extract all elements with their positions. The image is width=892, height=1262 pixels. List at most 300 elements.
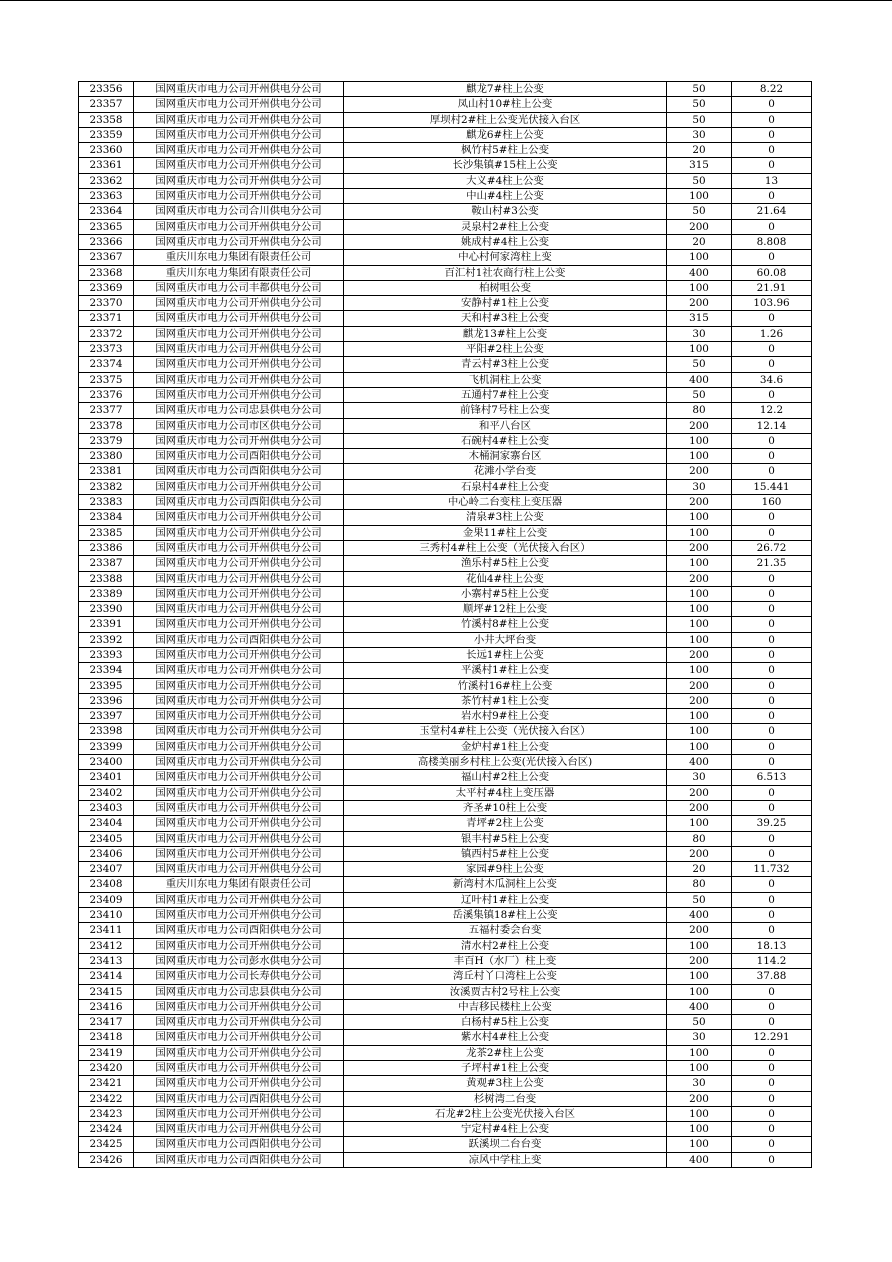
row-id-cell: 23400 [79,755,134,770]
company-cell: 国网重庆市电力公司开州供电分公司 [134,525,344,540]
transformer-name-cell: 岩水村9#柱上公变 [344,709,667,724]
transformer-name-cell: 竹溪村16#柱上公变 [344,678,667,693]
transformer-name-cell: 鞍山村#3公变 [344,204,667,219]
transformer-name-cell: 中吉移民楼柱上公变 [344,999,667,1014]
company-cell: 国网重庆市电力公司开州供电分公司 [134,862,344,877]
capacity-cell: 50 [667,112,732,127]
table-row [79,127,812,142]
value-cell: 0 [732,357,812,372]
value-cell: 0 [732,923,812,938]
transformer-name-cell: 福山村#2柱上公变 [344,770,667,785]
row-id-cell: 23395 [79,678,134,693]
transformer-name-cell: 黄观#3柱上公变 [344,1076,667,1091]
capacity-cell: 200 [667,953,732,968]
table-row [79,617,812,632]
company-cell: 国网重庆市电力公司开州供电分公司 [134,342,344,357]
row-id-cell: 23412 [79,938,134,953]
row-id-cell: 23368 [79,265,134,280]
capacity-cell: 400 [667,1152,732,1167]
capacity-cell: 100 [667,938,732,953]
capacity-cell: 20 [667,862,732,877]
table-row [79,663,812,678]
row-id-cell: 23406 [79,846,134,861]
value-cell: 0 [732,1122,812,1137]
value-cell: 37.88 [732,969,812,984]
value-cell: 0 [732,143,812,158]
transformer-name-cell: 齐圣#10柱上公变 [344,800,667,815]
row-id-cell: 23404 [79,816,134,831]
table-row [79,923,812,938]
row-id-cell: 23391 [79,617,134,632]
capacity-cell: 30 [667,1076,732,1091]
table-row [79,678,812,693]
transformer-name-cell: 清泉#3柱上公变 [344,510,667,525]
table-row [79,831,812,846]
value-cell: 0 [732,663,812,678]
value-cell: 21.91 [732,280,812,295]
value-cell: 13 [732,173,812,188]
company-cell: 国网重庆市电力公司合川供电分公司 [134,204,344,219]
capacity-cell: 100 [667,816,732,831]
capacity-cell: 200 [667,923,732,938]
row-id-cell: 23386 [79,540,134,555]
table-row [79,816,812,831]
value-cell: 0 [732,449,812,464]
transformer-name-cell: 麒龙6#柱上公变 [344,127,667,142]
capacity-cell: 100 [667,189,732,204]
company-cell: 国网重庆市电力公司开州供电分公司 [134,1030,344,1045]
company-cell: 国网重庆市电力公司开州供电分公司 [134,800,344,815]
table-row [79,311,812,326]
row-id-cell: 23409 [79,892,134,907]
table-row [79,571,812,586]
company-cell: 国网重庆市电力公司开州供电分公司 [134,556,344,571]
row-id-cell: 23413 [79,953,134,968]
table-row [79,143,812,158]
transformer-name-cell: 青云村#3柱上公变 [344,357,667,372]
value-cell: 0 [732,999,812,1014]
value-cell: 114.2 [732,953,812,968]
page-top-rule [0,0,892,1]
table-row [79,1015,812,1030]
table-row [79,372,812,387]
transformer-name-cell: 宁定村#4柱上公变 [344,1122,667,1137]
capacity-cell: 100 [667,1061,732,1076]
capacity-cell: 100 [667,433,732,448]
transformer-name-cell: 岳溪集镇18#柱上公变 [344,908,667,923]
company-cell: 国网重庆市电力公司开州供电分公司 [134,617,344,632]
table-row [79,647,812,662]
transformer-name-cell: 中山#4柱上公变 [344,189,667,204]
transformer-name-cell: 天和村#3柱上公变 [344,311,667,326]
company-cell: 国网重庆市电力公司忠县供电分公司 [134,984,344,999]
row-id-cell: 23362 [79,173,134,188]
value-cell: 0 [732,892,812,907]
company-cell: 国网重庆市电力公司开州供电分公司 [134,770,344,785]
value-cell: 0 [732,250,812,265]
capacity-cell: 50 [667,387,732,402]
company-cell: 国网重庆市电力公司酉阳供电分公司 [134,923,344,938]
transformer-name-cell: 杉树湾二台变 [344,1091,667,1106]
row-id-cell: 23408 [79,877,134,892]
capacity-cell: 400 [667,372,732,387]
capacity-cell: 50 [667,82,732,97]
row-id-cell: 23376 [79,387,134,402]
value-cell: 0 [732,525,812,540]
company-cell: 国网重庆市电力公司开州供电分公司 [134,234,344,249]
company-cell: 国网重庆市电力公司开州供电分公司 [134,678,344,693]
table-row [79,586,812,601]
transformer-name-cell: 金果11#柱上公变 [344,525,667,540]
transformer-name-cell: 青坪#2柱上公变 [344,816,667,831]
company-cell: 国网重庆市电力公司开州供电分公司 [134,1076,344,1091]
company-cell: 国网重庆市电力公司开州供电分公司 [134,219,344,234]
row-id-cell: 23360 [79,143,134,158]
capacity-cell: 200 [667,785,732,800]
row-id-cell: 23389 [79,586,134,601]
row-id-cell: 23420 [79,1061,134,1076]
value-cell: 21.64 [732,204,812,219]
row-id-cell: 23417 [79,1015,134,1030]
company-cell: 国网重庆市电力公司开州供电分公司 [134,602,344,617]
value-cell: 0 [732,127,812,142]
capacity-cell: 100 [667,709,732,724]
row-id-cell: 23387 [79,556,134,571]
row-id-cell: 23384 [79,510,134,525]
company-cell: 国网重庆市电力公司开州供电分公司 [134,326,344,341]
company-cell: 国网重庆市电力公司开州供电分公司 [134,357,344,372]
capacity-cell: 200 [667,1091,732,1106]
company-cell: 国网重庆市电力公司开州供电分公司 [134,189,344,204]
capacity-cell: 50 [667,357,732,372]
value-cell: 8.22 [732,82,812,97]
table-row [79,1045,812,1060]
value-cell: 0 [732,739,812,754]
table-row [79,724,812,739]
row-id-cell: 23388 [79,571,134,586]
value-cell: 0 [732,219,812,234]
value-cell: 34.6 [732,372,812,387]
company-cell: 国网重庆市电力公司开州供电分公司 [134,158,344,173]
value-cell: 0 [732,387,812,402]
value-cell: 0 [732,602,812,617]
value-cell: 0 [732,342,812,357]
row-id-cell: 23380 [79,449,134,464]
row-id-cell: 23410 [79,908,134,923]
transformer-name-cell: 三秀村4#柱上公变（光伏接入台区） [344,540,667,555]
table-body [79,82,812,1168]
value-cell: 0 [732,1091,812,1106]
value-cell: 0 [732,1076,812,1091]
company-cell: 国网重庆市电力公司开州供电分公司 [134,1122,344,1137]
table-row [79,602,812,617]
transformer-name-cell: 玉堂村4#柱上公变（光伏接入台区） [344,724,667,739]
row-id-cell: 23370 [79,296,134,311]
table-row [79,280,812,295]
row-id-cell: 23365 [79,219,134,234]
row-id-cell: 23423 [79,1106,134,1121]
row-id-cell: 23403 [79,800,134,815]
row-id-cell: 23407 [79,862,134,877]
transformer-name-cell: 中心村何家湾柱上变 [344,250,667,265]
row-id-cell: 23415 [79,984,134,999]
capacity-cell: 100 [667,525,732,540]
capacity-cell: 200 [667,495,732,510]
capacity-cell: 100 [667,1045,732,1060]
capacity-cell: 30 [667,1030,732,1045]
row-id-cell: 23424 [79,1122,134,1137]
table-row [79,953,812,968]
value-cell: 0 [732,1152,812,1167]
company-cell: 国网重庆市电力公司开州供电分公司 [134,739,344,754]
capacity-cell: 30 [667,770,732,785]
capacity-cell: 30 [667,479,732,494]
value-cell: 0 [732,311,812,326]
company-cell: 国网重庆市电力公司忠县供电分公司 [134,403,344,418]
table-row [79,556,812,571]
row-id-cell: 23426 [79,1152,134,1167]
capacity-cell: 400 [667,908,732,923]
transformer-name-cell: 安静村#1柱上公变 [344,296,667,311]
table-row [79,525,812,540]
capacity-cell: 100 [667,342,732,357]
company-cell: 国网重庆市电力公司酉阳供电分公司 [134,464,344,479]
value-cell: 0 [732,571,812,586]
value-cell: 0 [732,189,812,204]
company-cell: 国网重庆市电力公司开州供电分公司 [134,387,344,402]
transformer-name-cell: 姚成村#4柱上公变 [344,234,667,249]
table-row [79,800,812,815]
company-cell: 国网重庆市电力公司开州供电分公司 [134,82,344,97]
capacity-cell: 200 [667,418,732,433]
table-row [79,755,812,770]
company-cell: 国网重庆市电力公司开州供电分公司 [134,296,344,311]
value-cell: 0 [732,984,812,999]
table-row [79,540,812,555]
table-row [79,204,812,219]
row-id-cell: 23379 [79,433,134,448]
transformer-name-cell: 平溪村1#柱上公变 [344,663,667,678]
table-row [79,250,812,265]
company-cell: 国网重庆市电力公司开州供电分公司 [134,663,344,678]
capacity-cell: 100 [667,739,732,754]
value-cell: 0 [732,908,812,923]
transformer-name-cell: 辽叶村1#柱上公变 [344,892,667,907]
row-id-cell: 23385 [79,525,134,540]
capacity-cell: 100 [667,449,732,464]
company-cell: 国网重庆市电力公司开州供电分公司 [134,311,344,326]
transformer-name-cell: 凤山村10#柱上公变 [344,97,667,112]
table-row [79,265,812,280]
transformer-table [78,81,812,1168]
company-cell: 国网重庆市电力公司开州供电分公司 [134,143,344,158]
transformer-name-cell: 新湾村木瓜洞柱上公变 [344,877,667,892]
transformer-name-cell: 麒龙7#柱上公变 [344,82,667,97]
company-cell: 国网重庆市电力公司开州供电分公司 [134,755,344,770]
transformer-name-cell: 家园#9柱上公变 [344,862,667,877]
row-id-cell: 23394 [79,663,134,678]
company-cell: 国网重庆市电力公司开州供电分公司 [134,372,344,387]
table-row [79,770,812,785]
capacity-cell: 100 [667,280,732,295]
row-id-cell: 23381 [79,464,134,479]
value-cell: 0 [732,724,812,739]
value-cell: 0 [732,800,812,815]
value-cell: 18.13 [732,938,812,953]
table-row [79,709,812,724]
capacity-cell: 400 [667,999,732,1014]
row-id-cell: 23366 [79,234,134,249]
value-cell: 0 [732,112,812,127]
value-cell: 0 [732,586,812,601]
transformer-name-cell: 麒龙13#柱上公变 [344,326,667,341]
value-cell: 0 [732,464,812,479]
transformer-name-cell: 大义#4柱上公变 [344,173,667,188]
capacity-cell: 200 [667,846,732,861]
company-cell: 国网重庆市电力公司开州供电分公司 [134,112,344,127]
transformer-name-cell: 太平村#4柱上变压器 [344,785,667,800]
value-cell: 1.26 [732,326,812,341]
capacity-cell: 100 [667,663,732,678]
company-cell: 国网重庆市电力公司长寿供电分公司 [134,969,344,984]
capacity-cell: 200 [667,800,732,815]
capacity-cell: 100 [667,617,732,632]
capacity-cell: 200 [667,693,732,708]
table-row [79,1091,812,1106]
transformer-name-cell: 灵泉村2#柱上公变 [344,219,667,234]
row-id-cell: 23419 [79,1045,134,1060]
table-row [79,219,812,234]
company-cell: 国网重庆市电力公司开州供电分公司 [134,892,344,907]
table-row [79,908,812,923]
capacity-cell: 50 [667,892,732,907]
table-row [79,296,812,311]
value-cell: 0 [732,693,812,708]
capacity-cell: 30 [667,127,732,142]
table-row [79,892,812,907]
transformer-name-cell: 小井大坪台变 [344,632,667,647]
row-id-cell: 23367 [79,250,134,265]
capacity-cell: 200 [667,219,732,234]
table-row [79,234,812,249]
capacity-cell: 100 [667,250,732,265]
value-cell: 12.291 [732,1030,812,1045]
transformer-name-cell: 跃溪坝二台台变 [344,1137,667,1152]
transformer-name-cell: 和平八台区 [344,418,667,433]
capacity-cell: 100 [667,632,732,647]
capacity-cell: 100 [667,1122,732,1137]
table-row [79,999,812,1014]
row-id-cell: 23393 [79,647,134,662]
table-row [79,158,812,173]
company-cell: 国网重庆市电力公司酉阳供电分公司 [134,1091,344,1106]
transformer-name-cell: 前锋村7号柱上公变 [344,403,667,418]
capacity-cell: 50 [667,97,732,112]
transformer-name-cell: 花滩小学台变 [344,464,667,479]
capacity-cell: 100 [667,724,732,739]
transformer-name-cell: 五福村委会台变 [344,923,667,938]
value-cell: 103.96 [732,296,812,311]
company-cell: 重庆川东电力集团有限责任公司 [134,877,344,892]
transformer-name-cell: 厚坝村2#柱上公变光伏接入台区 [344,112,667,127]
transformer-name-cell: 白杨村#5柱上公变 [344,1015,667,1030]
transformer-name-cell: 木桶洞家寨台区 [344,449,667,464]
value-cell: 11.732 [732,862,812,877]
table-row [79,877,812,892]
value-cell: 0 [732,433,812,448]
row-id-cell: 23390 [79,602,134,617]
capacity-cell: 80 [667,831,732,846]
transformer-name-cell: 五通村7#柱上公变 [344,387,667,402]
company-cell: 国网重庆市电力公司开州供电分公司 [134,785,344,800]
table-row [79,357,812,372]
table-row [79,495,812,510]
company-cell: 国网重庆市电力公司市区供电分公司 [134,418,344,433]
row-id-cell: 23402 [79,785,134,800]
transformer-name-cell: 石龙#2柱上公变光伏接入台区 [344,1106,667,1121]
transformer-name-cell: 枫竹村5#柱上公变 [344,143,667,158]
row-id-cell: 23356 [79,82,134,97]
capacity-cell: 100 [667,586,732,601]
transformer-name-cell: 汝溪贾古村2号柱上公变 [344,984,667,999]
company-cell: 国网重庆市电力公司开州供电分公司 [134,938,344,953]
transformer-name-cell: 镇西村5#柱上公变 [344,846,667,861]
transformer-name-cell: 清水村2#柱上公变 [344,938,667,953]
table-row [79,479,812,494]
row-id-cell: 23382 [79,479,134,494]
value-cell: 60.08 [732,265,812,280]
capacity-cell: 100 [667,1137,732,1152]
table-row [79,173,812,188]
transformer-name-cell: 长远1#柱上公变 [344,647,667,662]
value-cell: 0 [732,831,812,846]
table-row [79,387,812,402]
table-row [79,862,812,877]
row-id-cell: 23397 [79,709,134,724]
transformer-name-cell: 凉风中学柱上变 [344,1152,667,1167]
row-id-cell: 23399 [79,739,134,754]
company-cell: 国网重庆市电力公司酉阳供电分公司 [134,495,344,510]
capacity-cell: 80 [667,403,732,418]
company-cell: 国网重庆市电力公司酉阳供电分公司 [134,1152,344,1167]
row-id-cell: 23373 [79,342,134,357]
company-cell: 国网重庆市电力公司开州供电分公司 [134,831,344,846]
row-id-cell: 23416 [79,999,134,1014]
capacity-cell: 100 [667,984,732,999]
transformer-name-cell: 柏树咀公变 [344,280,667,295]
value-cell: 0 [732,846,812,861]
table-row [79,1152,812,1167]
value-cell: 0 [732,1061,812,1076]
company-cell: 国网重庆市电力公司酉阳供电分公司 [134,632,344,647]
company-cell: 国网重庆市电力公司开州供电分公司 [134,586,344,601]
company-cell: 国网重庆市电力公司开州供电分公司 [134,709,344,724]
capacity-cell: 50 [667,204,732,219]
capacity-cell: 20 [667,143,732,158]
row-id-cell: 23377 [79,403,134,418]
row-id-cell: 23421 [79,1076,134,1091]
row-id-cell: 23396 [79,693,134,708]
company-cell: 国网重庆市电力公司开州供电分公司 [134,127,344,142]
table-row [79,433,812,448]
capacity-cell: 100 [667,969,732,984]
value-cell: 0 [732,1015,812,1030]
table-row [79,403,812,418]
transformer-name-cell: 银丰村#5柱上公变 [344,831,667,846]
company-cell: 国网重庆市电力公司开州供电分公司 [134,846,344,861]
transformer-name-cell: 金炉村#1柱上公变 [344,739,667,754]
capacity-cell: 200 [667,296,732,311]
